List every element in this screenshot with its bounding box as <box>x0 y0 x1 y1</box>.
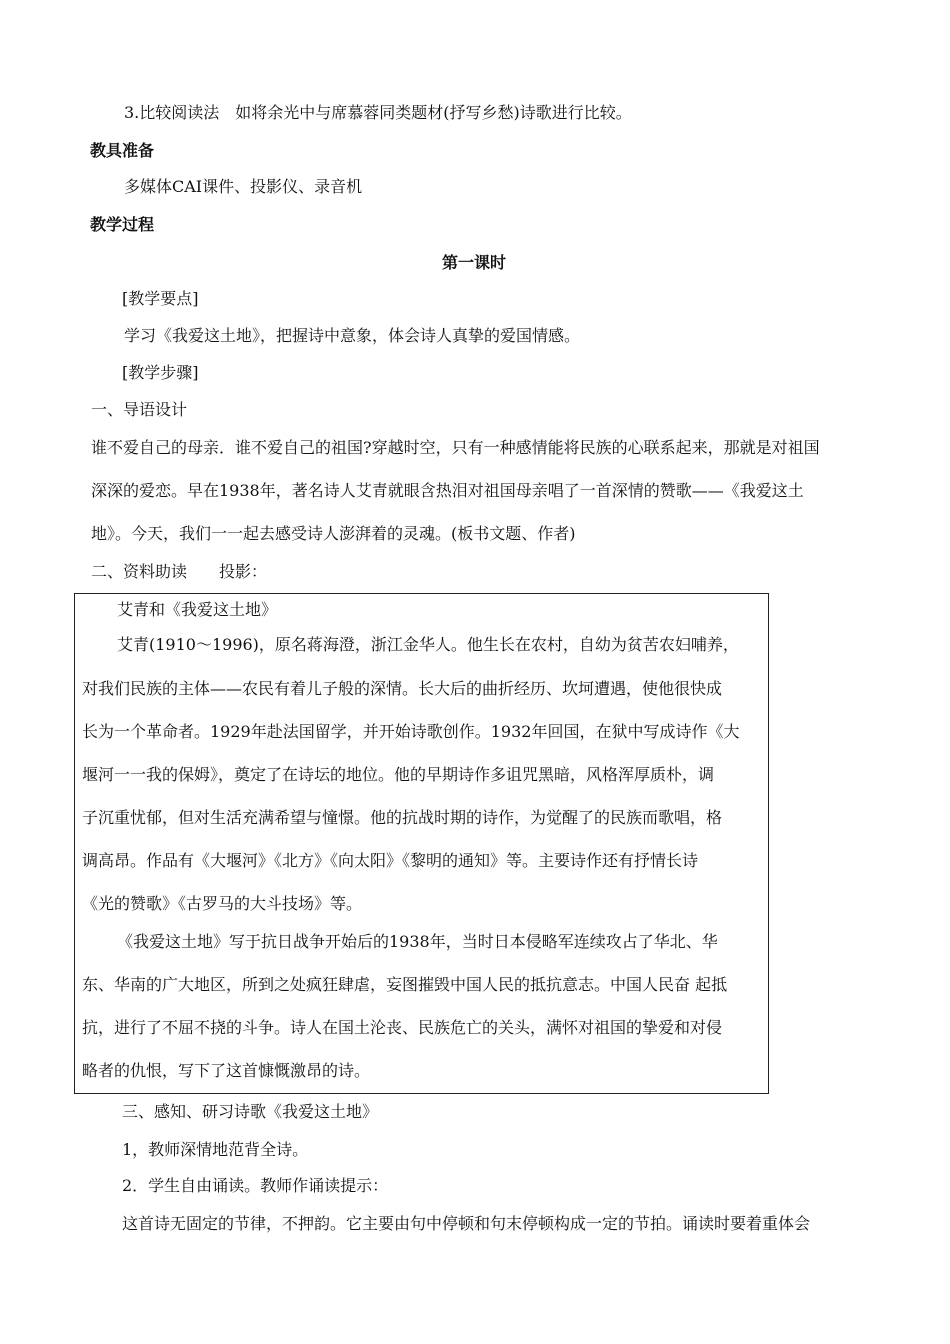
intro-line: 深深的爱恋。早在1938年，著名诗人艾青就眼含热泪对祖国母亲唱了一首深情的赞歌——《我爱这土 <box>91 481 804 500</box>
box-title: 艾青和《我爱这土地》 <box>117 600 278 619</box>
section-3-item-2: 2．学生自由诵读。教师作诵读提示： <box>122 1176 389 1195</box>
key-points-text: 学习《我爱这土地》，把握诗中意象，体会诗人真挚的爱国情感。 <box>124 326 581 345</box>
lesson-title: 第一课时 <box>442 253 507 272</box>
box-para1-line: 《光的赞歌》《古罗马的大斗技场》等。 <box>82 894 363 913</box>
box-para1-line: 艾青(1910～1996)，原名蒋海澄，浙江金华人。他生长在农村，自幼为贫苦农妇哺养， <box>117 635 739 654</box>
box-para2-line: 东、华南的广大地区，所到之处疯狂肆虐，妄图摧毁中国人民的抵抗意志。中国人民奋 起抵 <box>82 975 728 994</box>
key-points-label: [教学要点] <box>122 289 199 308</box>
box-para1-line: 对我们民族的主体——农民有着儿子般的深情。长大后的曲折经历、坎坷遭遇，使他很快成 <box>82 679 723 698</box>
intro-line: 谁不爱自己的母亲．谁不爱自己的祖国?穿越时空，只有一种感情能将民族的心联系起来，那就是对祖国 <box>91 438 820 457</box>
box-para2-line: 略者的仇恨，写下了这首慷慨激昂的诗。 <box>82 1061 371 1080</box>
tools-text: 多媒体CAI课件、投影仪、录音机 <box>124 177 363 196</box>
tools-heading: 教具准备 <box>90 141 155 160</box>
box-para2-line: 《我爱这土地》写于抗日战争开始后的1938年，当时日本侵略军连续攻占了华北、华 <box>117 932 718 951</box>
steps-label: [教学步骤] <box>122 363 199 382</box>
section-3-heading: 三、感知、研习诗歌《我爱这土地》 <box>122 1102 379 1121</box>
process-heading: 教学过程 <box>90 215 155 234</box>
section-3-item-1: 1，教师深情地范背全诗。 <box>122 1140 309 1159</box>
box-para1-line: 长为一个革命者。1929年赴法国留学，并开始诗歌创作。1932年回国，在狱中写成诗作《大 <box>82 722 740 741</box>
intro-line: 地》。今天，我们一一起去感受诗人澎湃着的灵魂。(板书文题、作者) <box>91 524 576 543</box>
method-3-text: 3.比较阅读法 如将余光中与席慕蓉同类题材(抒写乡愁)诗歌进行比较。 <box>124 103 632 122</box>
section-2-heading: 二、资料助读 投影： <box>91 562 268 581</box>
box-para1-line: 子沉重忧郁，但对生活充满希望与憧憬。他的抗战时期的诗作，为觉醒了的民族而歌唱，格 <box>82 808 723 827</box>
box-para2-line: 抗，进行了不屈不挠的斗争。诗人在国土沦丧、民族危亡的关头，满怀对祖国的挚爱和对侵 <box>82 1018 723 1037</box>
section-3-item-2-text: 这首诗无固定的节律，不押韵。它主要由句中停顿和句末停顿构成一定的节拍。诵读时要着重体会 <box>122 1214 811 1233</box>
section-1-heading: 一、导语设计 <box>91 400 188 419</box>
box-para1-line: 堰河一一我的保姆》，奠定了在诗坛的地位。他的早期诗作多诅咒黑暗，风格浑厚质朴，调 <box>82 765 715 784</box>
box-para1-line: 调高昂。作品有《大堰河》《北方》《向太阳》《黎明的通知》等。主要诗作还有抒情长诗 <box>82 851 699 870</box>
